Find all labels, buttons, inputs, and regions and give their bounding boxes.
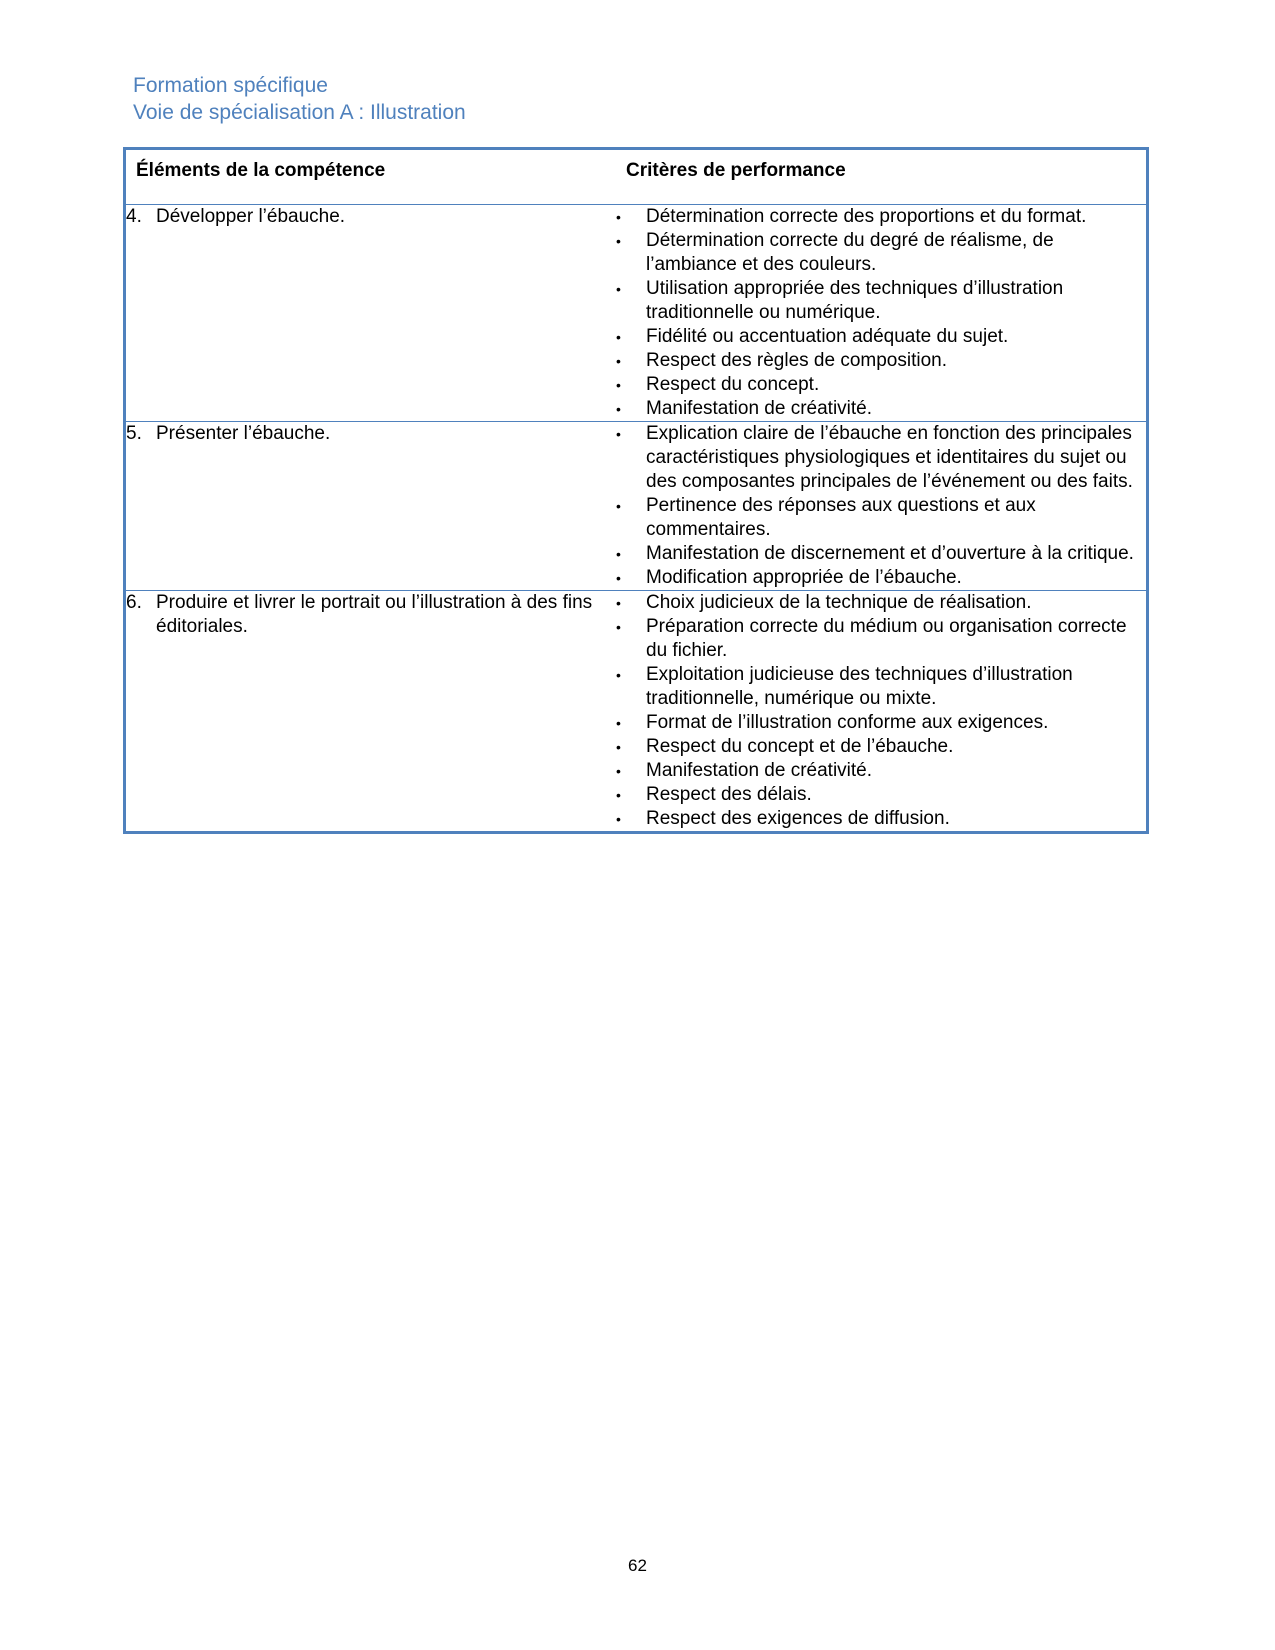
bullet-icon: • [616, 329, 621, 345]
col-header-criteria: Critères de performance [616, 149, 1148, 205]
element-item [126, 591, 616, 639]
bullet-icon: • [616, 233, 621, 249]
bullet-icon: • [616, 426, 621, 442]
criterion-text: Manifestation de créativité. [646, 760, 873, 781]
criteria-list [616, 205, 1146, 421]
criterion-text: Respect des délais. [646, 784, 812, 805]
list-item [616, 373, 1146, 397]
criteria-list [616, 591, 1146, 831]
list-item [616, 711, 1146, 735]
list-item [616, 542, 1146, 566]
bullet-icon: • [616, 715, 621, 731]
list-item [616, 422, 1146, 494]
list-item [616, 783, 1146, 807]
criterion-text: Détermination correcte du degré de réalisme, de l’ambiance et des couleurs. [646, 230, 1054, 275]
list-item [616, 229, 1146, 277]
element-text: Développer l’ébauche. [156, 206, 346, 227]
criterion-text: Manifestation de discernement et d’ouverture à la critique. [646, 543, 1134, 564]
criterion-text: Explication claire de l’ébauche en fonction des principales caractéristiques physiologiques et identitaires du sujet ou des composantes principales de l’événement ou des faits. [646, 423, 1133, 492]
list-item [616, 663, 1146, 711]
table-row [125, 591, 1148, 833]
criterion-text: Choix judicieux de la technique de réalisation. [646, 592, 1032, 613]
header-specialization-title: Voie de spécialisation A : Illustration [133, 101, 466, 124]
bullet-icon: • [616, 595, 621, 611]
criterion-text: Respect du concept et de l’ébauche. [646, 736, 954, 757]
element-item [126, 205, 616, 229]
col-header-elements: Éléments de la compétence [125, 149, 617, 205]
element-number: 6. [126, 592, 142, 613]
list-item [616, 205, 1146, 229]
bullet-icon: • [616, 739, 621, 755]
page-header [133, 72, 466, 126]
element-number: 4. [126, 206, 142, 227]
element-item [126, 422, 616, 446]
competence-table [123, 147, 1149, 834]
criterion-text: Détermination correcte des proportions et du format. [646, 206, 1087, 227]
list-item [616, 349, 1146, 373]
bullet-icon: • [616, 667, 621, 683]
criterion-text: Fidélité ou accentuation adéquate du sujet. [646, 326, 1009, 347]
list-item [616, 759, 1146, 783]
bullet-icon: • [616, 377, 621, 393]
element-text: Produire et livrer le portrait ou l’illustration à des fins éditoriales. [156, 592, 593, 637]
list-item [616, 494, 1146, 542]
element-text: Présenter l’ébauche. [156, 423, 331, 444]
criteria-cell [616, 422, 1148, 591]
bullet-icon: • [616, 787, 621, 803]
list-item [616, 277, 1146, 325]
criterion-text: Manifestation de créativité. [646, 398, 873, 419]
criterion-text: Modification appropriée de l’ébauche. [646, 567, 962, 588]
criterion-text: Exploitation judicieuse des techniques d’illustration traditionnelle, numérique ou mixte. [646, 664, 1073, 709]
bullet-icon: • [616, 498, 621, 514]
bullet-icon: • [616, 619, 621, 635]
element-cell [125, 422, 617, 591]
criteria-cell [616, 205, 1148, 422]
bullet-icon: • [616, 281, 621, 297]
bullet-icon: • [616, 763, 621, 779]
page-number: 62 [628, 1556, 647, 1575]
criteria-list [616, 422, 1146, 590]
element-number: 5. [126, 423, 142, 444]
criterion-text: Pertinence des réponses aux questions et aux commentaires. [646, 495, 1036, 540]
list-item [616, 807, 1146, 831]
header-section-title: Formation spécifique [133, 74, 328, 97]
list-item [616, 591, 1146, 615]
element-cell [125, 591, 617, 833]
criterion-text: Respect du concept. [646, 374, 820, 395]
criterion-text: Utilisation appropriée des techniques d’illustration traditionnelle ou numérique. [646, 278, 1064, 323]
criterion-text: Préparation correcte du médium ou organisation correcte du fichier. [646, 616, 1127, 661]
table-row [125, 422, 1148, 591]
criterion-text: Format de l’illustration conforme aux exigences. [646, 712, 1049, 733]
element-cell [125, 205, 617, 422]
bullet-icon: • [616, 209, 621, 225]
bullet-icon: • [616, 570, 621, 586]
list-item [616, 735, 1146, 759]
bullet-icon: • [616, 353, 621, 369]
criteria-cell [616, 591, 1148, 833]
list-item [616, 615, 1146, 663]
criterion-text: Respect des règles de composition. [646, 350, 947, 371]
criterion-text: Respect des exigences de diffusion. [646, 808, 950, 829]
list-item [616, 397, 1146, 421]
bullet-icon: • [616, 546, 621, 562]
bullet-icon: • [616, 811, 621, 827]
table-row [125, 205, 1148, 422]
table-header-row [125, 149, 1148, 205]
bullet-icon: • [616, 401, 621, 417]
list-item [616, 325, 1146, 349]
list-item [616, 566, 1146, 590]
